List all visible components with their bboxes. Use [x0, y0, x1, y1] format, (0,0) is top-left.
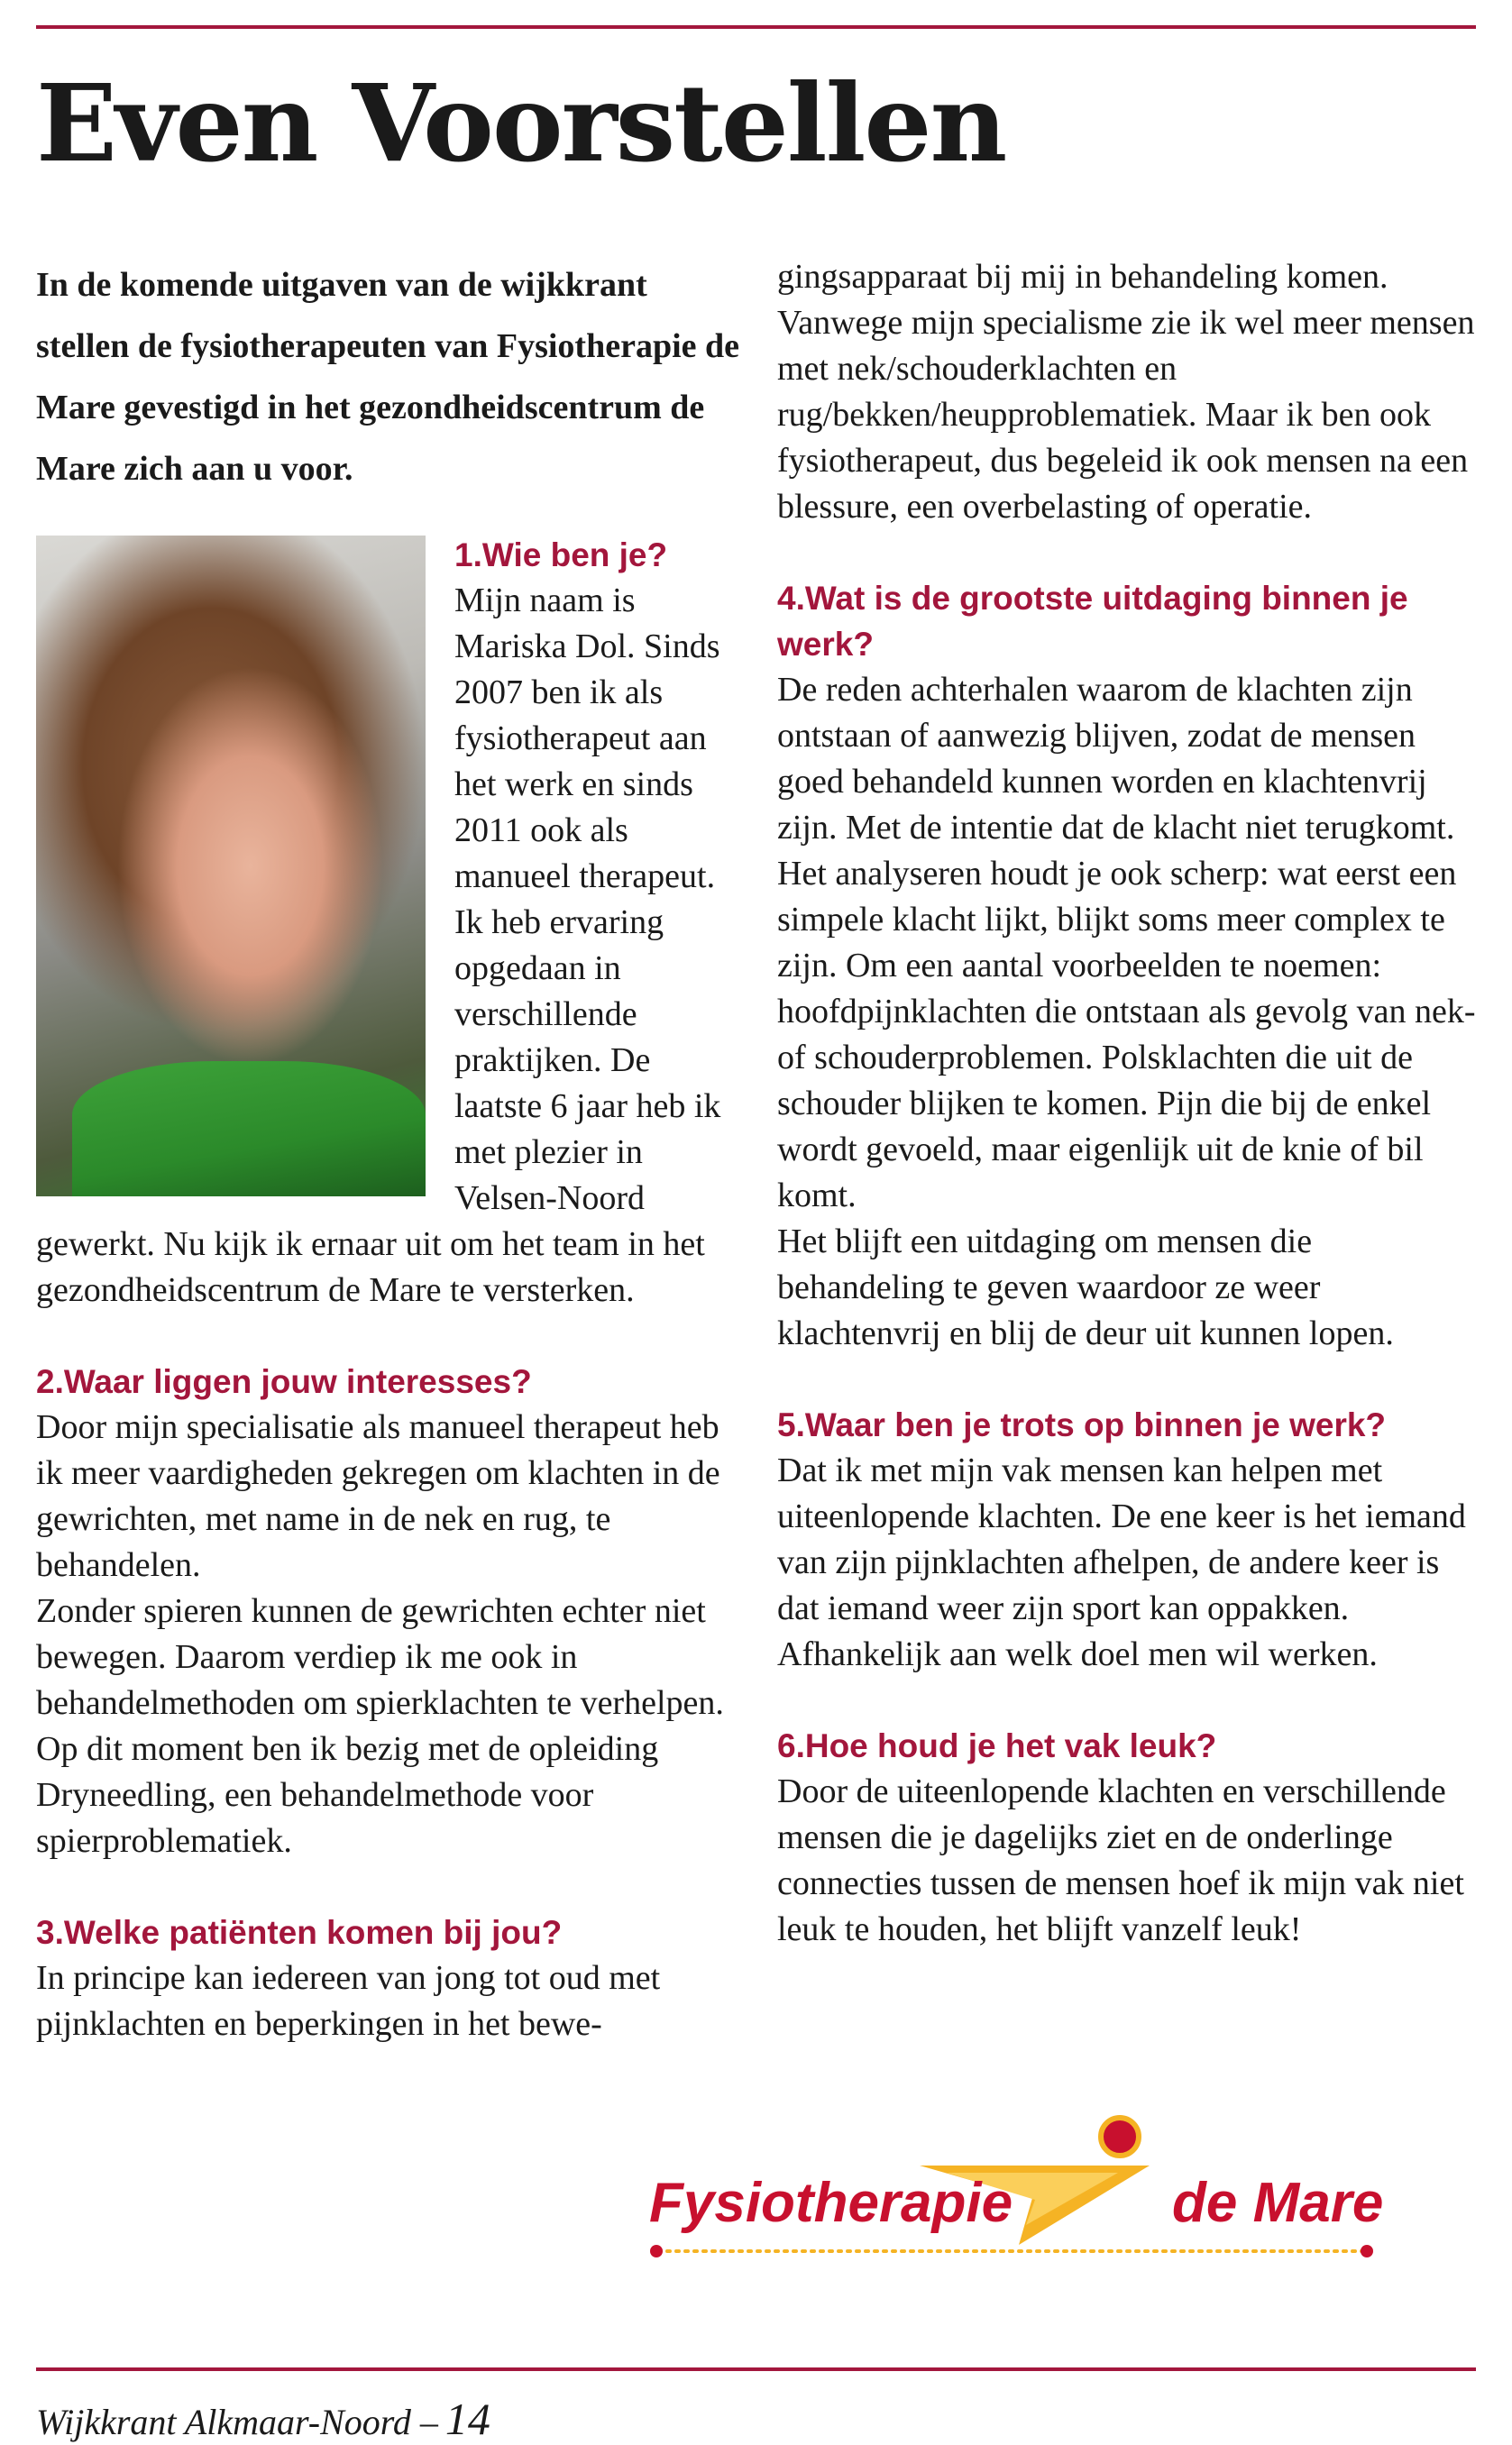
answer-4-paragraph-1: De reden achterhalen waarom de klachten zijn ontstaan of aanwezig blijven, zodat de mensen goed behandeld kunnen worden en klachtenvrij zijn. Met de intentie dat de klacht niet terugkomt.: [777, 671, 1455, 847]
answer-2-paragraph-2: Zonder spieren kunnen de gewrichten echter niet bewegen. Daarom verdiep ik me ook in behandelmethoden om spierklachten te verhelpen. Op dit moment ben ik bezig met de opleiding Dryneedling, een behandelmethode voor spierproblematiek.: [36, 1592, 724, 1860]
answer-1-text: Mijn naam is Mariska Dol. Sinds 2007 ben ik als fysiotherapeut aan het werk en sinds 2011 ook als manueel therapeut. Ik heb ervaring opgedaan in verschillende praktijken. De laatste 6 jaar heb ik met plezier in Velsen-Noord gewerkt. Nu kijk ik ernaar uit om het team in het gezondheidscentrum de Mare te versterken.: [36, 581, 721, 1309]
top-rule: [36, 25, 1476, 29]
logo-dot-left: [650, 2245, 663, 2257]
answer-5-text: Dat ik met mijn vak mensen kan helpen met uiteenlopende klachten. De ene keer is het iemand van zijn pijnklachten afhelpen, de andere keer is dat iemand weer zijn sport kan oppakken. Afhankelijk aan welk doel men wil werken.: [777, 1451, 1466, 1673]
footer-separator: –: [419, 2402, 438, 2442]
page-title: Even Voorstellen: [36, 60, 1006, 186]
right-column: [777, 254, 1476, 1953]
photo-scarf-detail: [72, 1061, 426, 1196]
left-column: [36, 254, 739, 2047]
answer-3-paragraph-1: In principe kan iedereen van jong tot oud met pijnklachten en beperkingen in het bewe-: [36, 1959, 661, 2043]
answer-4-paragraph-3: Het blijft een uitdaging om mensen die behandeling te geven waardoor ze weer klachtenvrij en blij de deur uit kunnen lopen.: [777, 1222, 1394, 1352]
page-footer: [36, 2393, 490, 2445]
question-1-heading: 1.Wie ben je?: [454, 536, 668, 573]
answer-4-paragraph-2: Het analyseren houdt je ook scherp: wat eerst een simpele klacht lijkt, blijkt soms meer complex te zijn. Om een aantal voorbeelden te noemen: hoofdpijnklachten die ontstaan als gevolg van nek- of schouderproblemen. Polsklachten die uit de schouder blijken te komen. Pijn die bij de enkel wordt gevoeld, maar eigenlijk uit de knie of bil komt.: [777, 855, 1476, 1214]
logo-dot-right: [1361, 2245, 1373, 2257]
answer-6-text: Door de uiteenlopende klachten en verschillende mensen die je dagelijks ziet en de onderlinge connecties tussen de mensen hoef ik mijn vak niet leuk te houden, het blijft vanzelf leuk!: [777, 1772, 1464, 1948]
question-6-heading: 6.Hoe houd je het vak leuk?: [777, 1727, 1217, 1764]
answer-2-paragraph-1: Door mijn specialisatie als manueel therapeut heb ik meer vaardigheden gekregen om klachten in de gewrichten, met name in de nek en rug, te behandelen.: [36, 1408, 720, 1584]
logo-word-right: de Mare: [1172, 2172, 1384, 2234]
logo-word-left: Fysiotherapie: [649, 2172, 1013, 2234]
portrait-photo: [36, 536, 426, 1196]
intro-paragraph: In de komende uitgaven van de wijkkrant stellen de fysiotherapeuten van Fysiotherapie de Mare gevestigd in het gezondheidscentrum de Mare zich aan u voor.: [36, 266, 740, 488]
question-2-heading: 2.Waar liggen jouw interesses?: [36, 1363, 532, 1400]
question-5-heading: 5.Waar ben je trots op binnen je werk?: [777, 1406, 1387, 1443]
bottom-rule: [36, 2367, 1476, 2371]
question-3-heading: 3.Welke patiënten komen bij jou?: [36, 1914, 563, 1951]
logo-head-dot: [1101, 2118, 1139, 2156]
question-4-heading: 4.Wat is de grootste uitdaging binnen je werk?: [777, 580, 1408, 663]
footer-publication: Wijkkrant Alkmaar-Noord: [36, 2402, 411, 2442]
fysiotherapie-de-mare-logo: [649, 2110, 1388, 2272]
answer-3-paragraph-2: gingsapparaat bij mij in behandeling komen. Vanwege mijn specialisme zie ik wel meer mensen met nek/schouderklachten en rug/bekken/heupproblematiek. Maar ik ben ook fysiotherapeut, dus begeleid ik ook mensen na een blessure, een overbelasting of operatie.: [777, 258, 1475, 526]
footer-page-number: 14: [444, 2394, 490, 2444]
